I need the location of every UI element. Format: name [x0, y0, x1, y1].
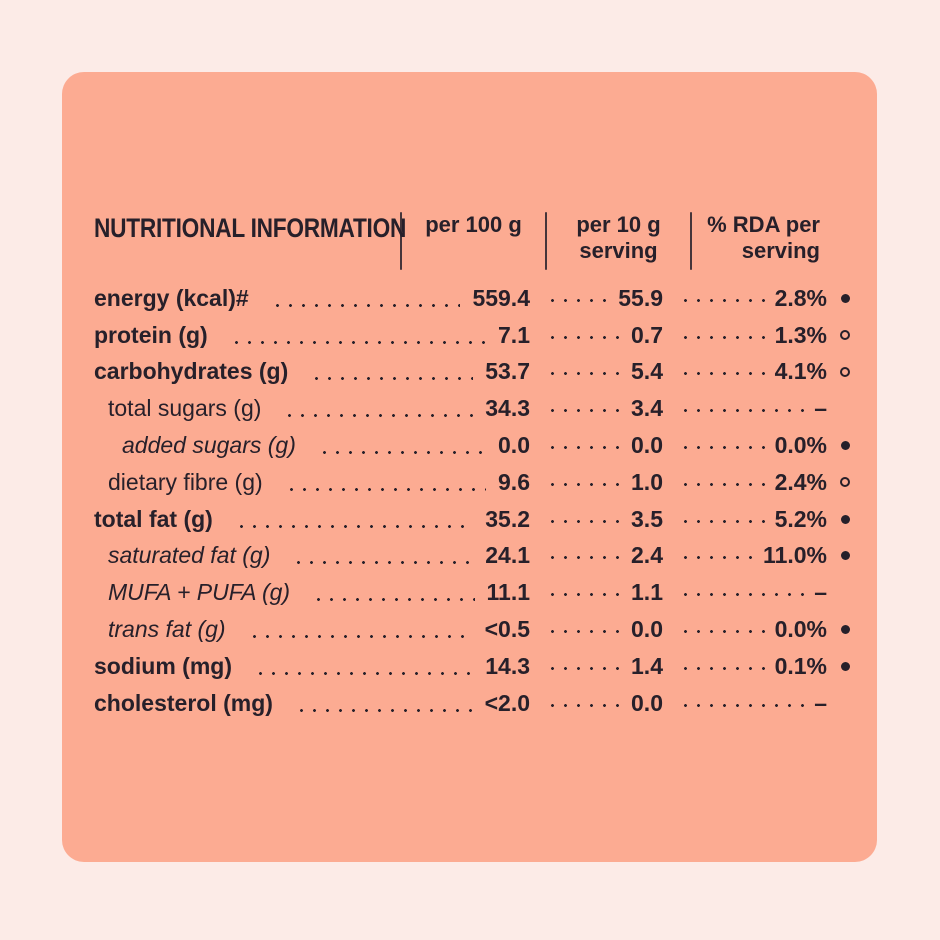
- per-10g-value: 1.4: [631, 652, 663, 679]
- table-title-cell: [94, 212, 407, 270]
- rda-cell: [663, 285, 827, 312]
- nutrient-label: protein (g): [94, 321, 208, 348]
- per-100g-value: 11.1: [486, 579, 530, 606]
- open-dot-icon: [840, 477, 850, 487]
- per-10g-value: 1.0: [631, 468, 663, 495]
- dot-leader: [679, 409, 804, 412]
- table-row: [94, 648, 852, 685]
- nutrient-label: dietary fibre (g): [108, 468, 263, 495]
- filled-dot-icon: [841, 515, 850, 524]
- rda-value: 0.0%: [774, 616, 827, 643]
- rda-marker-cell: [827, 551, 852, 560]
- rda-value: 11.0%: [763, 542, 827, 569]
- rda-value: 2.8%: [774, 284, 827, 311]
- rda-cell: [663, 690, 827, 717]
- filled-dot-icon: [841, 625, 850, 634]
- per-100g-value: 34.3: [485, 395, 530, 422]
- rda-value: 5.2%: [774, 505, 827, 532]
- per-100g-value: 53.7: [485, 358, 530, 385]
- per-10g-cell: [530, 579, 663, 606]
- per-10g-cell: [530, 322, 663, 349]
- filled-dot-icon: [841, 662, 850, 671]
- dot-leader: [679, 556, 753, 559]
- rda-value: –: [814, 689, 827, 716]
- per-10g-value: 2.4: [631, 542, 663, 569]
- table-row: [94, 354, 852, 391]
- dot-leader: [248, 635, 473, 638]
- dot-leader: [546, 483, 621, 486]
- dot-leader: [679, 667, 765, 670]
- nutrition-facts-card: [62, 72, 877, 862]
- dot-leader: [546, 336, 621, 339]
- nutrient-label: cholesterol (mg): [94, 689, 273, 716]
- column-header-line: serving: [579, 238, 658, 263]
- per-10g-cell: [530, 432, 663, 459]
- rda-cell: [663, 395, 827, 422]
- dot-leader: [292, 561, 473, 564]
- rda-value: –: [814, 395, 827, 422]
- dot-leader: [318, 451, 486, 454]
- rda-marker-cell: [827, 662, 852, 671]
- nutrient-label: saturated fat (g): [108, 542, 271, 569]
- dot-leader: [679, 299, 765, 302]
- per-100g-value: <0.5: [484, 616, 530, 643]
- rda-cell: [663, 469, 827, 496]
- nutrient-label: carbohydrates (g): [94, 358, 289, 385]
- dot-leader: [546, 446, 621, 449]
- column-header-rda-per-serving: [692, 212, 852, 270]
- dot-leader: [312, 598, 474, 601]
- nutrient-label: MUFA + PUFA (g): [108, 579, 291, 606]
- table-row: [94, 685, 852, 722]
- per-100g-value: 24.1: [485, 542, 530, 569]
- per-10g-cell: [530, 469, 663, 496]
- nutrient-label: energy (kcal)#: [94, 284, 249, 311]
- dot-leader: [546, 409, 621, 412]
- nutrient-label: total fat (g): [94, 505, 213, 532]
- rda-marker-cell: [827, 367, 852, 377]
- open-dot-icon: [840, 367, 850, 377]
- dot-leader: [546, 593, 621, 596]
- dot-leader: [254, 672, 473, 675]
- per-10g-value: 3.4: [631, 395, 663, 422]
- nutrient-label: total sugars (g): [108, 395, 262, 422]
- rda-marker-cell: [827, 515, 852, 524]
- per-10g-value: 0.7: [631, 321, 663, 348]
- per-100g-value: 7.1: [498, 321, 530, 348]
- table-row: [94, 611, 852, 648]
- rda-marker-cell: [827, 625, 852, 634]
- dot-leader: [546, 667, 621, 670]
- rda-cell: [663, 358, 827, 385]
- rda-cell: [663, 579, 827, 606]
- rda-value: 2.4%: [774, 468, 827, 495]
- table-row: [94, 280, 852, 317]
- rda-marker-cell: [827, 330, 852, 340]
- dot-leader: [679, 593, 804, 596]
- per-10g-cell: [530, 653, 663, 680]
- rda-cell: [663, 322, 827, 349]
- dot-leader: [546, 520, 621, 523]
- dot-leader: [546, 299, 608, 302]
- per-10g-cell: [530, 395, 663, 422]
- table-title: NUTRITIONAL INFORMATION: [94, 213, 407, 243]
- per-100g-value: <2.0: [484, 689, 530, 716]
- per-10g-value: 55.9: [618, 284, 663, 311]
- per-10g-cell: [530, 506, 663, 533]
- rda-value: 1.3%: [774, 321, 827, 348]
- per-10g-value: 0.0: [631, 616, 663, 643]
- dot-leader: [283, 414, 473, 417]
- rda-cell: [663, 506, 827, 533]
- open-dot-icon: [840, 330, 850, 340]
- dot-leader: [679, 483, 765, 486]
- rda-value: 4.1%: [774, 358, 827, 385]
- table-row: [94, 574, 852, 611]
- per-100g-value: 9.6: [498, 468, 530, 495]
- rda-cell: [663, 653, 827, 680]
- dot-leader: [546, 630, 621, 633]
- filled-dot-icon: [841, 551, 850, 560]
- dot-leader: [546, 556, 621, 559]
- rda-cell: [663, 616, 827, 643]
- column-header-line: serving: [741, 238, 820, 263]
- table-row: [94, 501, 852, 538]
- table-row: [94, 464, 852, 501]
- dot-leader: [230, 341, 486, 344]
- table-row: [94, 317, 852, 354]
- dot-leader: [310, 377, 473, 380]
- column-header-per-10g-serving: [547, 212, 690, 270]
- per-10g-value: 3.5: [631, 505, 663, 532]
- column-header-per-100g: [402, 212, 545, 270]
- dot-leader: [546, 704, 621, 707]
- table-row: [94, 390, 852, 427]
- rda-marker-cell: [827, 441, 852, 450]
- per-10g-value: 0.0: [631, 432, 663, 459]
- per-10g-cell: [530, 616, 663, 643]
- per-10g-cell: [530, 690, 663, 717]
- table-header: [94, 212, 852, 270]
- dot-leader: [679, 372, 765, 375]
- dot-leader: [679, 704, 804, 707]
- rda-value: –: [814, 579, 827, 606]
- dot-leader: [285, 488, 486, 491]
- dot-leader: [679, 446, 765, 449]
- column-header-line: % RDA per: [707, 212, 820, 237]
- rda-marker-cell: [827, 294, 852, 303]
- per-10g-cell: [530, 285, 663, 312]
- rda-value: 0.1%: [774, 652, 827, 679]
- dot-leader: [679, 520, 765, 523]
- dot-leader: [295, 709, 473, 712]
- filled-dot-icon: [841, 441, 850, 450]
- dot-leader: [679, 336, 765, 339]
- per-10g-value: 5.4: [631, 358, 663, 385]
- per-10g-cell: [530, 542, 663, 569]
- table-body: [94, 280, 852, 722]
- table-row: [94, 538, 852, 575]
- dot-leader: [546, 372, 621, 375]
- filled-dot-icon: [841, 294, 850, 303]
- column-header-line: per 10 g: [576, 212, 661, 237]
- rda-value: 0.0%: [774, 432, 827, 459]
- column-header-line: per 100 g: [425, 212, 522, 237]
- rda-cell: [663, 542, 827, 569]
- table-row: [94, 427, 852, 464]
- rda-marker-cell: [827, 477, 852, 487]
- per-100g-value: 0.0: [498, 432, 530, 459]
- per-10g-value: 1.1: [631, 579, 663, 606]
- dot-leader: [679, 630, 765, 633]
- per-100g-value: 35.2: [485, 505, 530, 532]
- dot-leader: [271, 304, 461, 307]
- dot-leader: [235, 525, 473, 528]
- per-10g-value: 0.0: [631, 689, 663, 716]
- nutrient-label: sodium (mg): [94, 652, 232, 679]
- nutrient-label: added sugars (g): [122, 432, 296, 459]
- per-10g-cell: [530, 358, 663, 385]
- rda-cell: [663, 432, 827, 459]
- per-100g-value: 14.3: [485, 652, 530, 679]
- per-100g-value: 559.4: [472, 284, 530, 311]
- nutrient-label: trans fat (g): [108, 616, 226, 643]
